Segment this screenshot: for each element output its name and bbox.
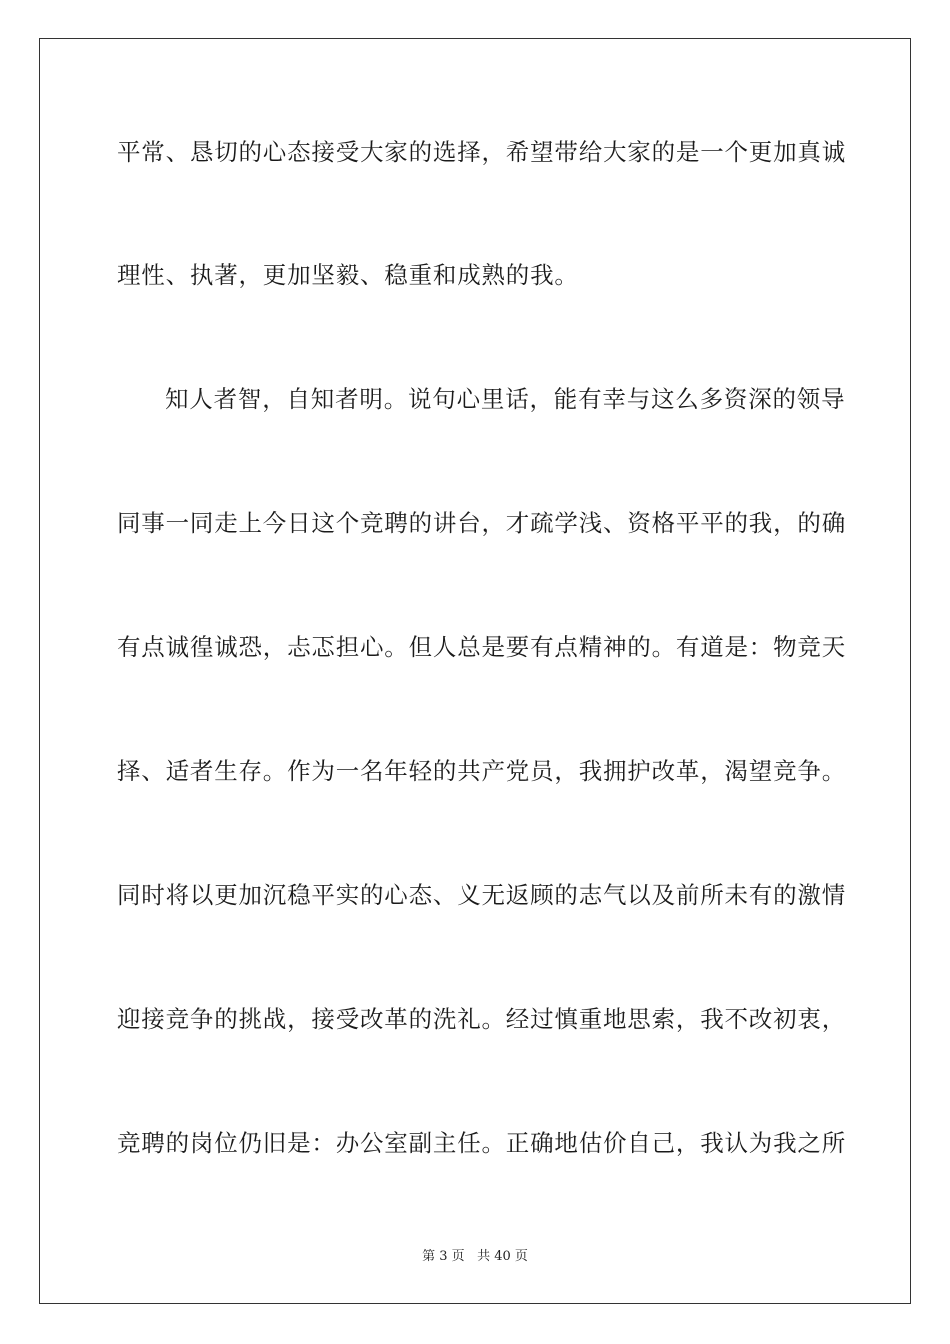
body-line-3: 知人者智，自知者明。说句心里话，能有幸与这么多资深的领导 — [165, 385, 846, 413]
body-line-7: 同时将以更加沉稳平实的心态、义无返顾的志气以及前所未有的激情 — [117, 881, 846, 909]
body-line-8: 迎接竞争的挑战，接受改革的洗礼。经过慎重地思索，我不改初衷， — [117, 1005, 846, 1033]
total-page-count: 共 40 页 — [477, 1249, 528, 1264]
body-line-1: 平常、恳切的心态接受大家的选择，希望带给大家的是一个更加真诚 — [117, 138, 846, 166]
page-footer — [0, 1248, 950, 1266]
page-border — [39, 38, 911, 1304]
body-line-5: 有点诚徨诚恐，忐忑担心。但人总是要有点精神的。有道是：物竞天 — [117, 633, 846, 661]
body-line-4: 同事一同走上今日这个竞聘的讲台，才疏学浅、资格平平的我，的确 — [117, 509, 846, 537]
body-line-6: 择、适者生存。作为一名年轻的共产党员，我拥护改革，渴望竞争。 — [117, 757, 846, 785]
body-line-9: 竞聘的岗位仍旧是：办公室副主任。正确地估价自己，我认为我之所 — [117, 1129, 846, 1157]
current-page-number: 第 3 页 — [422, 1249, 465, 1264]
body-line-2: 理性、执著，更加坚毅、稳重和成熟的我。 — [117, 261, 579, 289]
